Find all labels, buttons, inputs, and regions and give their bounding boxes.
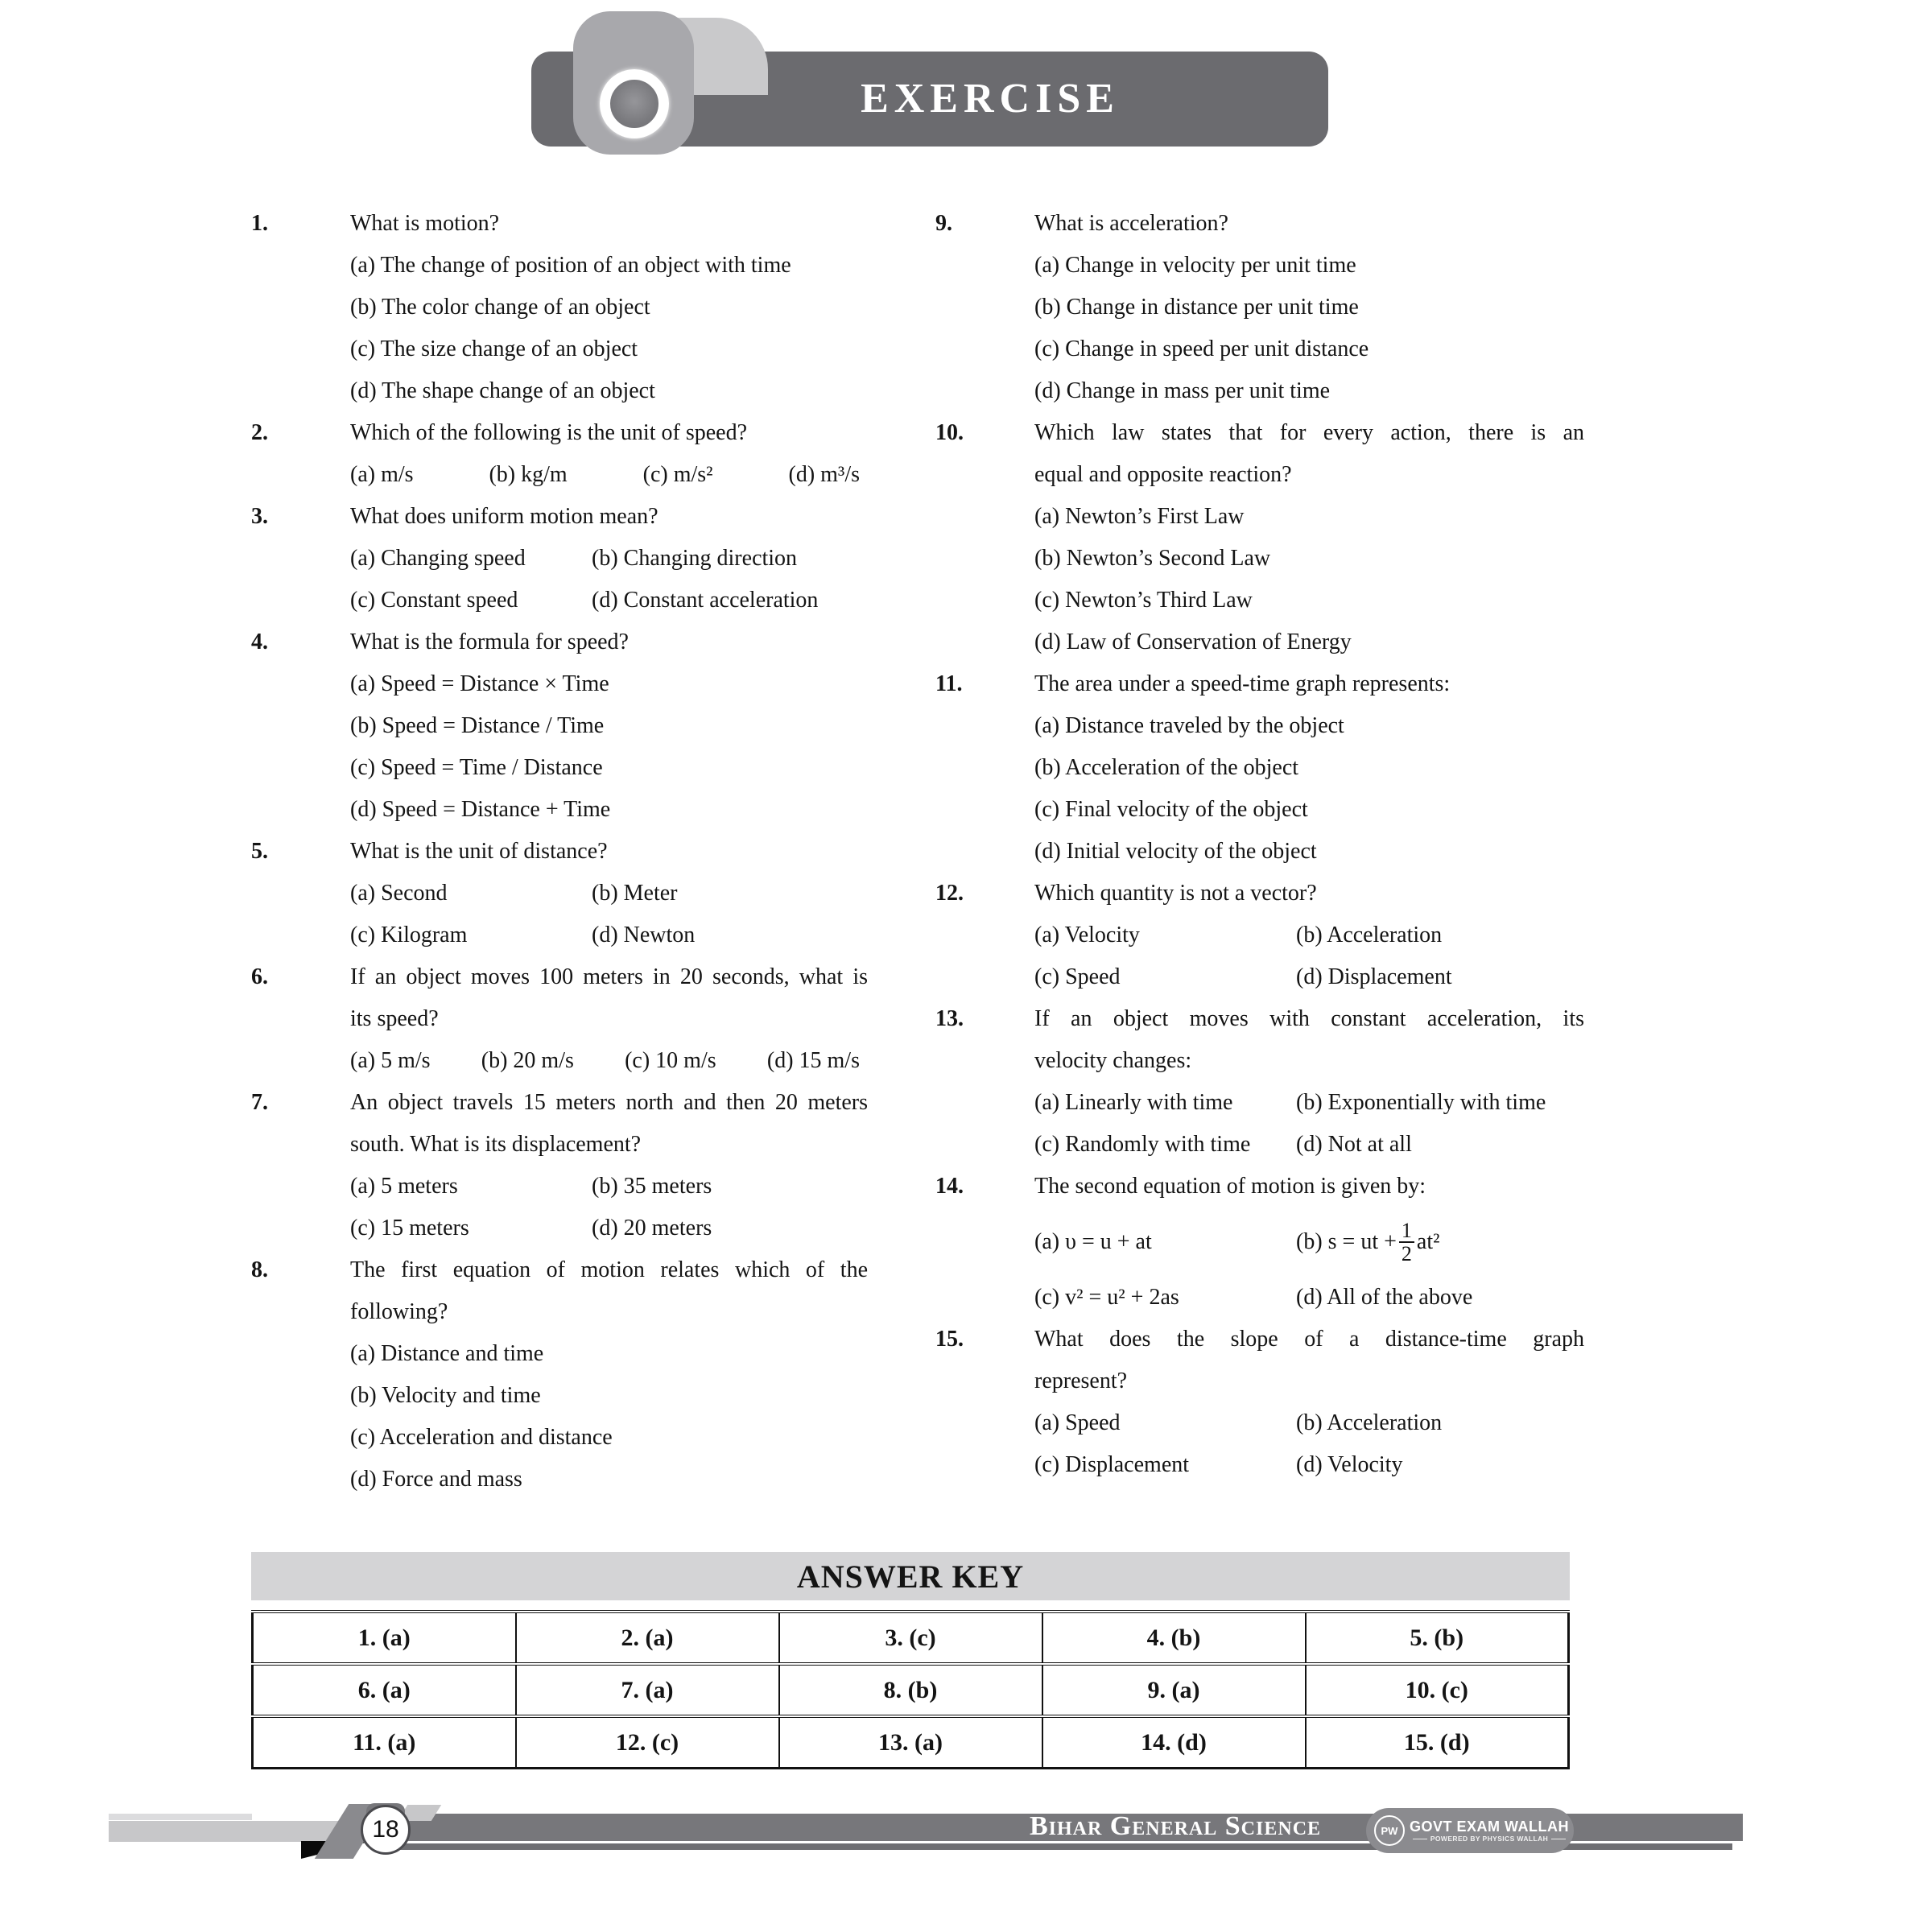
question-text: velocity changes:: [1034, 1048, 1192, 1073]
option: (d) Constant acceleration: [592, 588, 819, 613]
question-number: 11.: [935, 671, 963, 696]
page-number-badge: [361, 1805, 411, 1855]
option: (d) The shape change of an object: [350, 378, 655, 403]
question-text: The first equation of motion relates which of the: [350, 1257, 868, 1282]
badge-title: GOVT EXAM WALLAH: [1410, 1818, 1569, 1835]
option-fraction-pre: (b) s = ut +: [1296, 1228, 1397, 1254]
option: (c) Displacement: [1034, 1452, 1190, 1477]
answer-cell: 2. (a): [516, 1612, 779, 1664]
question-number: 6.: [251, 964, 268, 989]
option: (a) Distance and time: [350, 1341, 544, 1366]
page-number: 18: [372, 1816, 399, 1843]
answer-key-table: [251, 1610, 1570, 1769]
question-text: If an object moves 100 meters in 20 seconds, what is: [350, 964, 868, 989]
question-text: The area under a speed-time graph represents:: [1034, 671, 1451, 696]
options: [350, 245, 868, 412]
option: (b) 35 meters: [592, 1174, 712, 1199]
question-text: equal and opposite reaction?: [1034, 462, 1292, 487]
question-6: [251, 956, 868, 1082]
exercise-title: EXERCISE: [861, 76, 1120, 122]
options: [350, 538, 868, 621]
question-7: [251, 1082, 868, 1249]
option: (b) Acceleration: [1296, 923, 1443, 947]
question-number: 7.: [251, 1090, 268, 1115]
option-fraction-post: at²: [1416, 1228, 1440, 1254]
answer-cell: 6. (a): [253, 1664, 516, 1716]
question-text: What is the unit of distance?: [350, 839, 608, 864]
option: (c) Constant speed: [350, 588, 518, 613]
pw-logo-icon: PW: [1374, 1815, 1405, 1846]
question-text: Which quantity is not a vector?: [1034, 881, 1317, 906]
option: (d) All of the above: [1296, 1285, 1473, 1310]
option: (b) Exponentially with time: [1296, 1090, 1546, 1115]
question-text: Which law states that for every action, there is an: [1034, 420, 1584, 445]
question-number: 4.: [251, 630, 268, 654]
options: [1034, 1402, 1584, 1486]
option: (c) m/s²: [642, 462, 713, 487]
option: (d) 15 m/s: [766, 1048, 860, 1073]
option: (b) Speed = Distance / Time: [350, 713, 605, 738]
answer-cell: 14. (d): [1042, 1716, 1306, 1769]
question-text: What does uniform motion mean?: [350, 504, 658, 529]
option: (d) m³/s: [788, 462, 860, 487]
option: (b) kg/m: [489, 462, 568, 487]
option: (b) Acceleration of the object: [1034, 755, 1299, 780]
camera-ring-icon: [600, 69, 669, 138]
answer-cell: 9. (a): [1042, 1664, 1306, 1716]
answer-cell: 3. (c): [779, 1612, 1042, 1664]
option: (c) Kilogram: [350, 923, 468, 947]
question-number: 1.: [251, 211, 268, 236]
options: [1034, 245, 1584, 412]
question-8: [251, 1249, 868, 1501]
question-text: following?: [350, 1299, 448, 1324]
options-row-2: [1034, 1277, 1584, 1319]
answer-cell: 8. (b): [779, 1664, 1042, 1716]
answer-cell: 11. (a): [253, 1716, 516, 1769]
question-text: Which of the following is the unit of speed?: [350, 420, 747, 445]
question-number: 5.: [251, 839, 268, 864]
answer-cell: 13. (a): [779, 1716, 1042, 1769]
option: (a) The change of position of an object with time: [350, 253, 791, 278]
question-15: [935, 1319, 1584, 1486]
option: (b) Change in distance per unit time: [1034, 295, 1359, 320]
options-row-1: [1034, 1208, 1584, 1277]
answer-key-row: [253, 1664, 1569, 1716]
options: [1034, 1082, 1584, 1166]
question-text: The second equation of motion is given by:: [1034, 1174, 1426, 1199]
question-text: An object travels 15 meters north and then 20 meters: [350, 1090, 868, 1115]
options: [1034, 705, 1584, 873]
option: (b) Changing direction: [592, 546, 798, 571]
option: (a) Linearly with time: [1034, 1090, 1233, 1115]
question-number: 12.: [935, 881, 964, 906]
option: (d) Displacement: [1296, 964, 1452, 989]
question-text: What is the formula for speed?: [350, 630, 629, 654]
options: [350, 1040, 868, 1082]
option: (c) Speed: [1034, 964, 1121, 989]
question-1: [251, 203, 868, 412]
answer-key-bar: [251, 1552, 1570, 1600]
question-12: [935, 873, 1584, 998]
option: (b) The color change of an object: [350, 295, 650, 320]
option: (a) Speed: [1034, 1410, 1121, 1435]
question-9: [935, 203, 1584, 412]
answer-cell: 10. (c): [1306, 1664, 1569, 1716]
options: [1034, 496, 1584, 663]
options: [1034, 914, 1584, 998]
question-text: What is motion?: [350, 211, 500, 236]
option: (b) Acceleration: [1296, 1410, 1443, 1435]
option: (d) Change in mass per unit time: [1034, 378, 1331, 403]
book-title: Bihar General Science: [1029, 1811, 1322, 1841]
answer-cell: 7. (a): [516, 1664, 779, 1716]
option: (a) Velocity: [1034, 923, 1140, 947]
question-number: 9.: [935, 211, 952, 236]
question-number: 13.: [935, 1006, 964, 1031]
answer-cell: 5. (b): [1306, 1612, 1569, 1664]
option: (a) 5 m/s: [350, 1048, 431, 1073]
option: (c) The size change of an object: [350, 336, 638, 361]
question-text: south. What is its displacement?: [350, 1132, 642, 1157]
options: [350, 663, 868, 831]
question-text: What does the slope of a distance-time graph: [1034, 1327, 1584, 1352]
question-4: [251, 621, 868, 831]
question-14: [935, 1166, 1584, 1319]
badge-text: [1410, 1818, 1569, 1843]
question-number: 10.: [935, 420, 964, 445]
answer-cell: 15. (d): [1306, 1716, 1569, 1769]
answer-key-title: ANSWER KEY: [796, 1558, 1025, 1595]
answer-cell: 12. (c): [516, 1716, 779, 1769]
question-2: [251, 412, 868, 496]
question-text: What is acceleration?: [1034, 211, 1228, 236]
question-5: [251, 831, 868, 956]
question-number: 8.: [251, 1257, 268, 1282]
question-number: 14.: [935, 1174, 964, 1199]
option: (a) υ = u + at: [1034, 1229, 1152, 1254]
fraction: [1399, 1220, 1414, 1265]
option: (b) Meter: [592, 881, 678, 906]
options: [350, 1166, 868, 1249]
option: (c) Newton’s Third Law: [1034, 588, 1253, 613]
option: (d) Velocity: [1296, 1452, 1403, 1477]
option: (a) Changing speed: [350, 546, 526, 571]
option: (b) Velocity and time: [350, 1383, 541, 1408]
option: (d) Law of Conservation of Energy: [1034, 630, 1352, 654]
pw-badge: [1366, 1808, 1574, 1853]
option-with-fraction: [1296, 1220, 1584, 1265]
option: (c) Final velocity of the object: [1034, 797, 1308, 822]
answer-key-row: [253, 1612, 1569, 1664]
options: [350, 454, 868, 496]
option: (a) Distance traveled by the object: [1034, 713, 1344, 738]
questions-column-left: [251, 203, 868, 1501]
option: (a) Change in velocity per unit time: [1034, 253, 1356, 278]
option: (c) Acceleration and distance: [350, 1425, 613, 1450]
option: (d) 20 meters: [592, 1216, 712, 1241]
question-text: If an object moves with constant acceleration, its: [1034, 1006, 1584, 1031]
option: (d) Speed = Distance + Time: [350, 797, 611, 822]
option: (a) Second: [350, 881, 448, 906]
fraction-denominator: 2: [1399, 1241, 1414, 1265]
option: (c) 10 m/s: [625, 1048, 716, 1073]
question-13: [935, 998, 1584, 1166]
option: (d) Initial velocity of the object: [1034, 839, 1317, 864]
footer-light-strip: [109, 1814, 252, 1820]
option: (c) 15 meters: [350, 1216, 469, 1241]
question-number: 2.: [251, 420, 268, 445]
questions-column-right: [935, 203, 1584, 1486]
option: (b) Newton’s Second Law: [1034, 546, 1271, 571]
answer-key-row: [253, 1716, 1569, 1769]
option: (a) Newton’s First Law: [1034, 504, 1245, 529]
option: (c) v² = u² + 2as: [1034, 1285, 1179, 1310]
answer-cell: 4. (b): [1042, 1612, 1306, 1664]
question-number: 3.: [251, 504, 268, 529]
question-text: represent?: [1034, 1368, 1128, 1393]
option: (a) 5 meters: [350, 1174, 458, 1199]
option: (a) Speed = Distance × Time: [350, 671, 609, 696]
options: [350, 1333, 868, 1501]
question-11: [935, 663, 1584, 873]
answer-cell: 1. (a): [253, 1612, 516, 1664]
option: (d) Force and mass: [350, 1467, 522, 1492]
question-number: 15.: [935, 1327, 964, 1352]
question-3: [251, 496, 868, 621]
option: (a) m/s: [350, 462, 414, 487]
option: (c) Speed = Time / Distance: [350, 755, 603, 780]
question-text: its speed?: [350, 1006, 439, 1031]
options: [350, 873, 868, 956]
option: (c) Change in speed per unit distance: [1034, 336, 1369, 361]
fraction-numerator: 1: [1401, 1218, 1412, 1242]
badge-subtitle: POWERED BY PHYSICS WALLAH: [1410, 1835, 1569, 1843]
option: (c) Randomly with time: [1034, 1132, 1251, 1157]
option: (b) 20 m/s: [481, 1048, 574, 1073]
option: (d) Newton: [592, 923, 696, 947]
option: (d) Not at all: [1296, 1132, 1412, 1157]
question-10: [935, 412, 1584, 663]
